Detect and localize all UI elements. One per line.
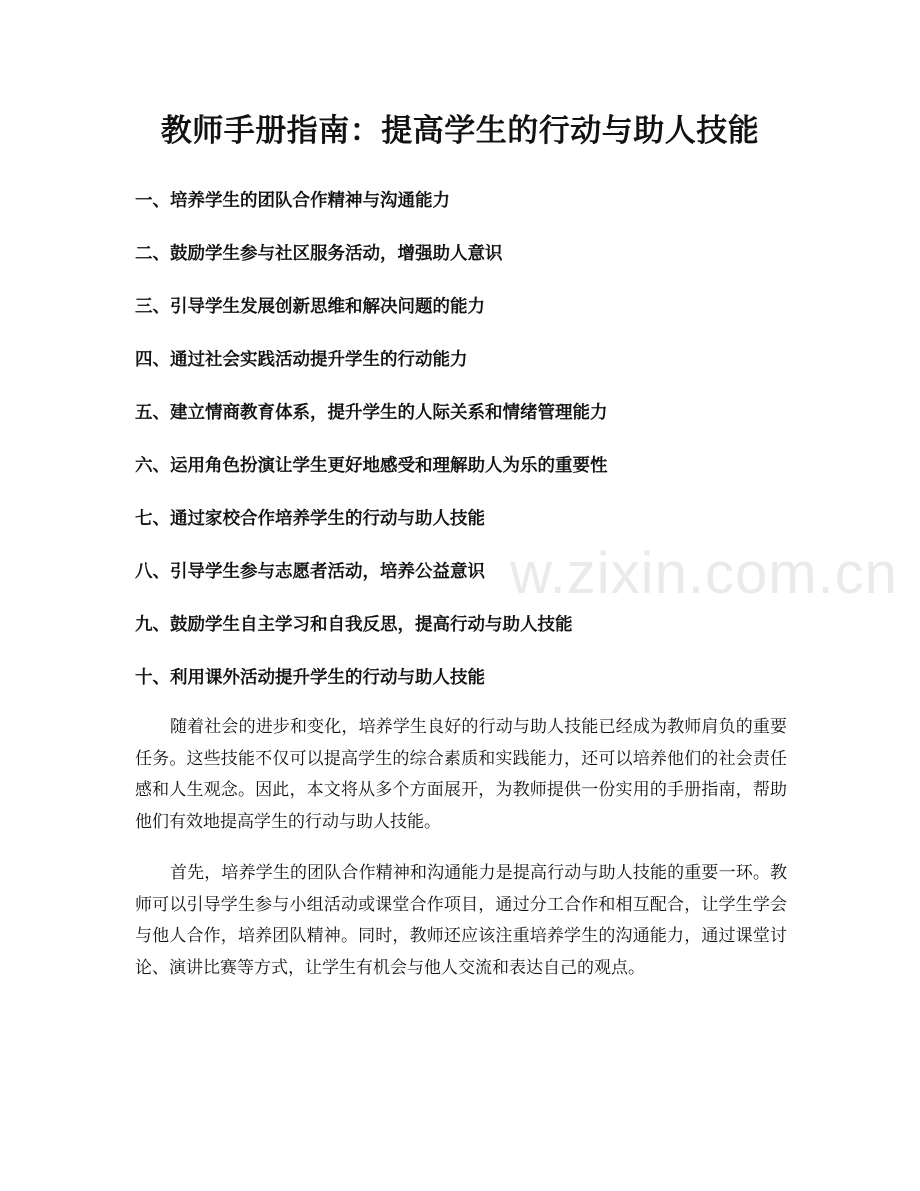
- section-heading: 九、鼓励学生自主学习和自我反思，提高行动与助人技能: [135, 615, 573, 635]
- section-heading: 一、培养学生的团队合作精神与沟通能力: [135, 191, 450, 211]
- watermark: w.zixin.com.cn: [510, 541, 898, 606]
- body-paragraph: 随着社会的进步和变化，培养学生良好的行动与助人技能已经成为教师肩负的重要任务。这些技能不仅可以提高学生的综合素质和实践能力，还可以培养他们的社会责任感和人生观念。因此，本文将从多个方面展开，为教师提供一份实用的手册指南，帮助他们有效地提高学生的行动与助人技能。: [135, 717, 787, 832]
- body-text: [135, 712, 787, 1004]
- section-heading-list: [135, 187, 795, 717]
- section-heading: 八、引导学生参与志愿者活动，培养公益意识: [135, 562, 485, 582]
- section-heading: 五、建立情商教育体系，提升学生的人际关系和情绪管理能力: [135, 403, 608, 423]
- section-heading: 十、利用课外活动提升学生的行动与助人技能: [135, 668, 485, 688]
- section-heading: 四、通过社会实践活动提升学生的行动能力: [135, 350, 468, 370]
- section-heading: 三、引导学生发展创新思维和解决问题的能力: [135, 297, 485, 317]
- section-heading: 二、鼓励学生参与社区服务活动，增强助人意识: [135, 244, 503, 264]
- section-heading: 七、通过家校合作培养学生的行动与助人技能: [135, 509, 485, 529]
- document-title: 教师手册指南：提高学生的行动与助人技能: [160, 113, 760, 149]
- section-heading: 六、运用角色扮演让学生更好地感受和理解助人为乐的重要性: [135, 456, 608, 476]
- body-paragraph: 首先，培养学生的团队合作精神和沟通能力是提高行动与助人技能的重要一环。教师可以引导学生参与小组活动或课堂合作项目，通过分工合作和相互配合，让学生学会与他人合作，培养团队精神。同时，教师还应该注重培养学生的沟通能力，通过课堂讨论、演讲比赛等方式，让学生有机会与他人交流和表达自己的观点。: [135, 863, 787, 978]
